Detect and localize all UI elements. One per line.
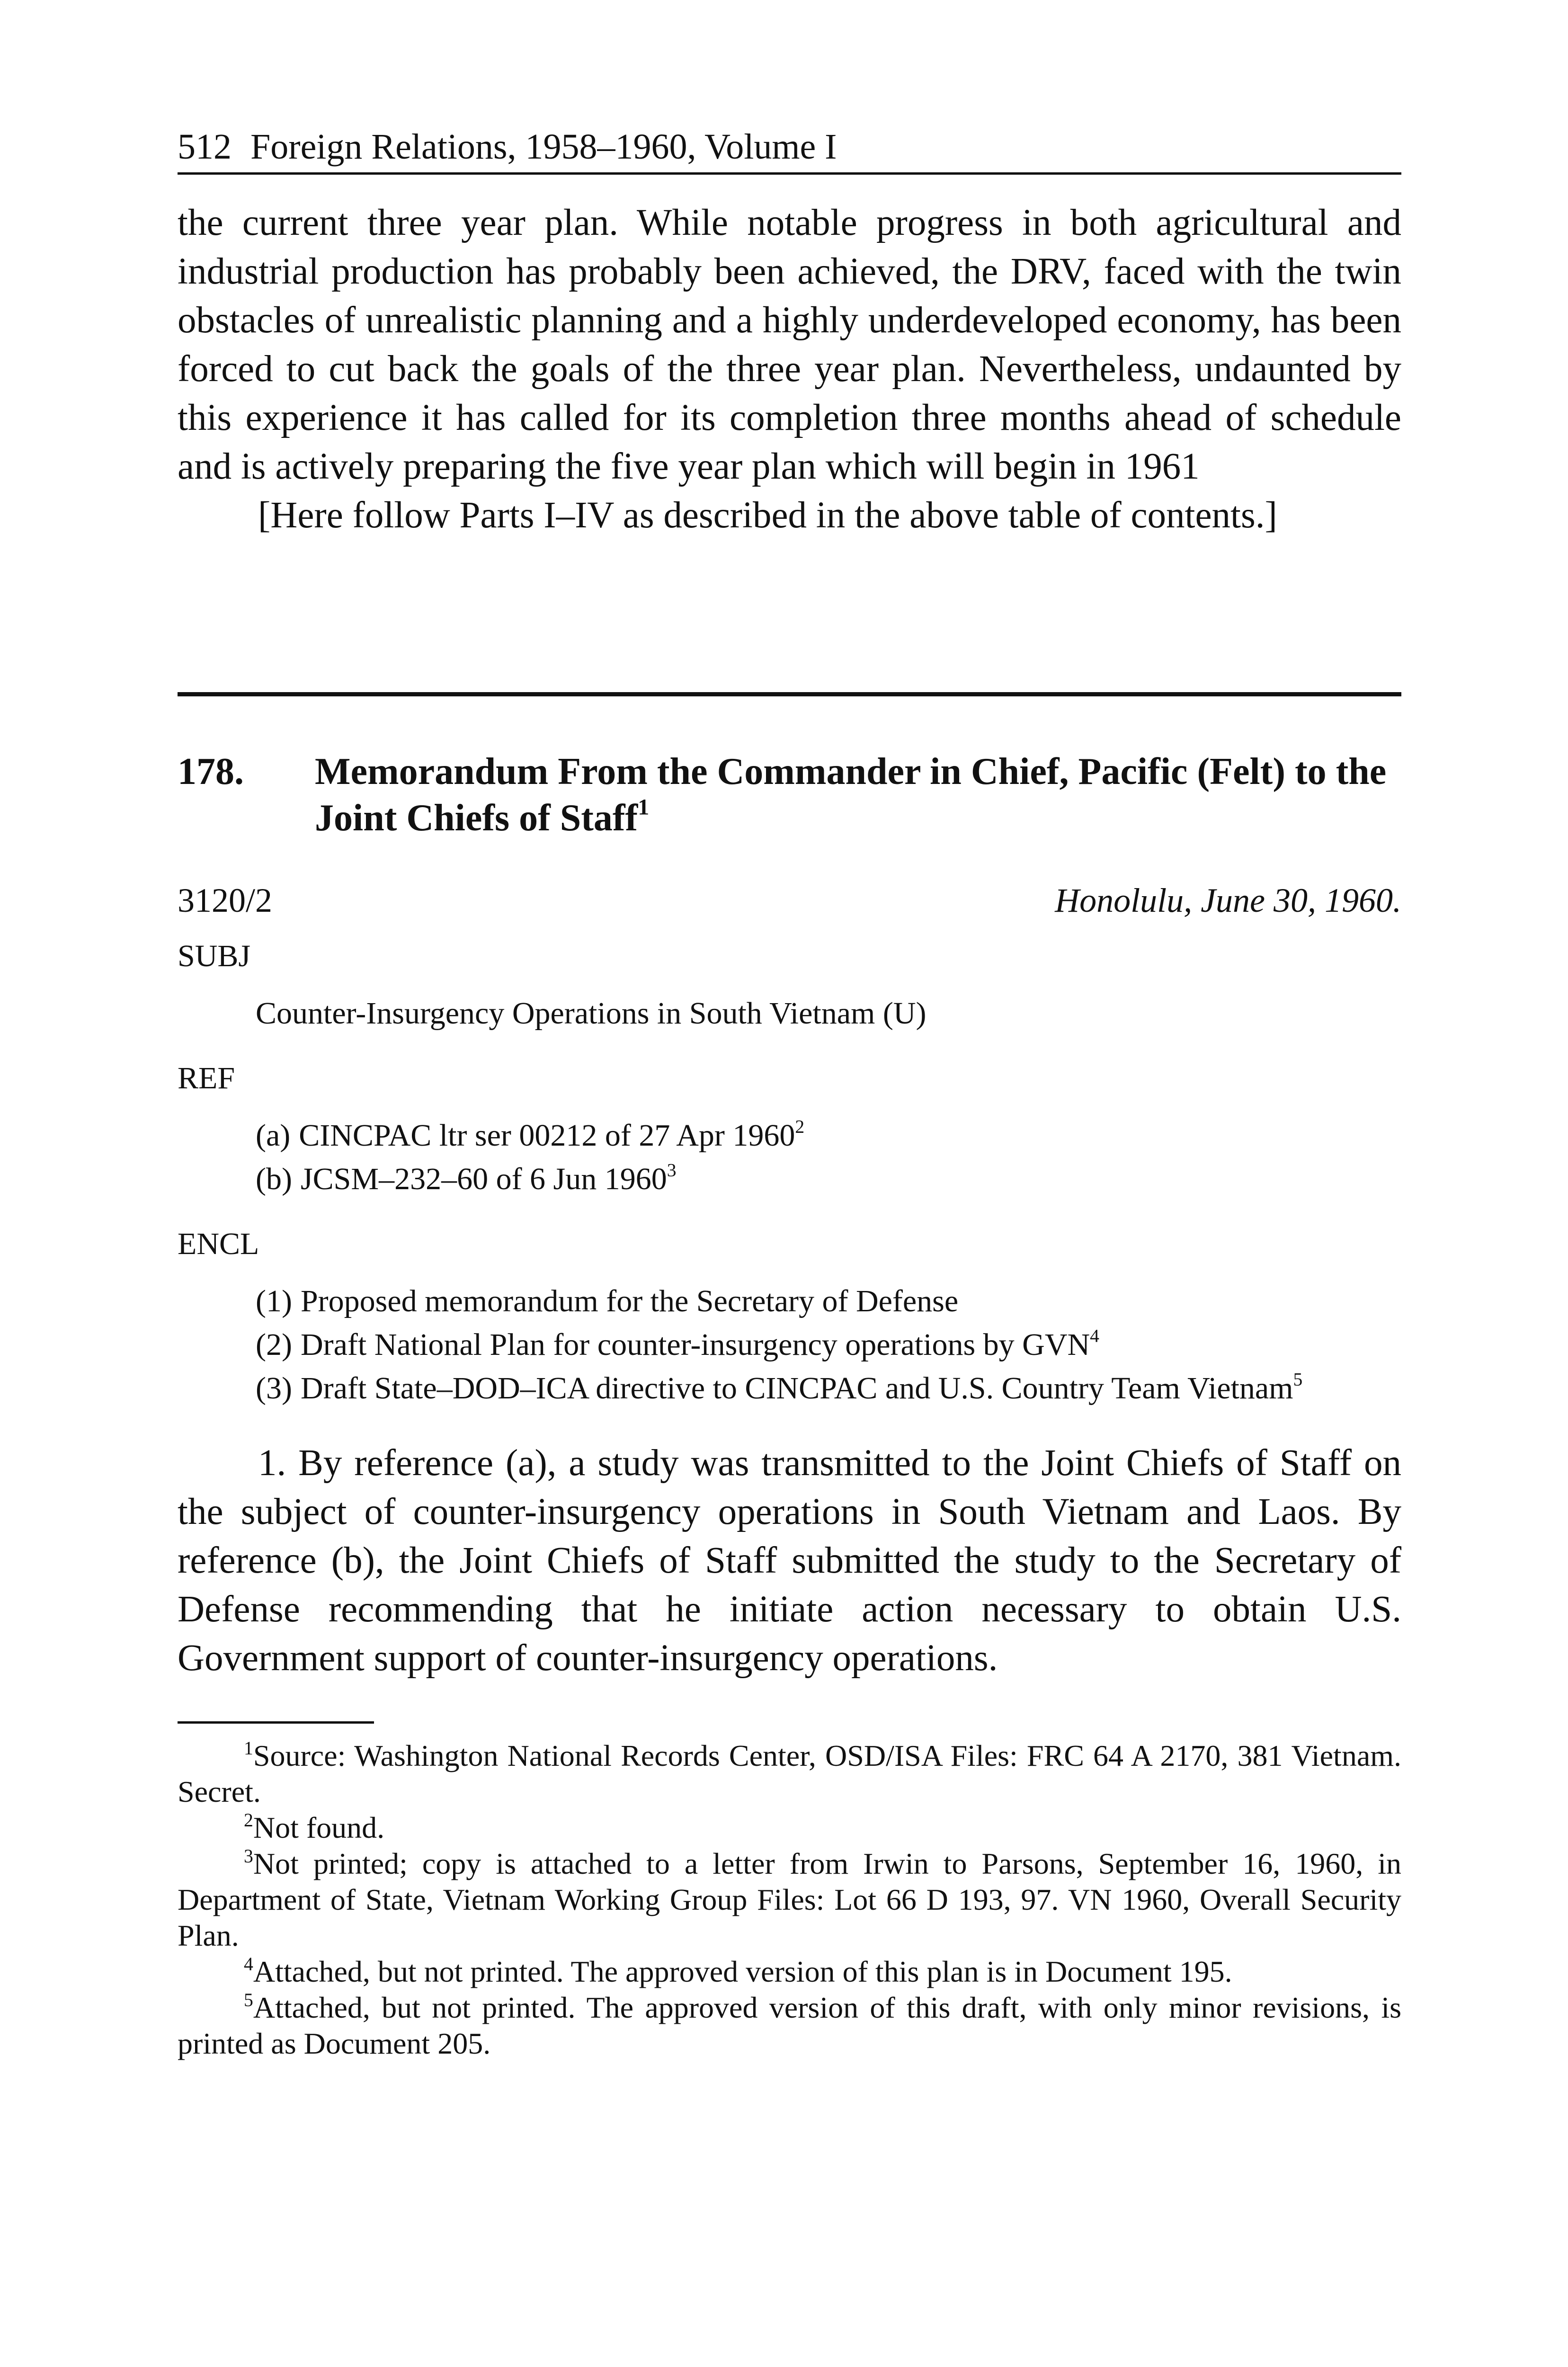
footnote: [178, 1810, 1401, 1846]
footnote-number: 5: [244, 1990, 253, 2011]
footnote-number: 4: [244, 1954, 253, 1975]
footnote: [178, 1846, 1401, 1954]
enclosure-list: [178, 1280, 1401, 1410]
document-title: Memorandum From the Commander in Chief, Pacific (Felt) to the Joint Chiefs of Staff: [315, 751, 1387, 839]
reference-item: [178, 1157, 1401, 1201]
footnote: [178, 1954, 1401, 1990]
item-text: JCSM–232–60 of 6 Jun 1960: [300, 1162, 667, 1196]
item-tag: (b): [256, 1162, 292, 1196]
enclosure-item: [178, 1280, 1401, 1323]
document-number: 178.: [178, 751, 244, 792]
item-tag: (a): [256, 1118, 291, 1153]
footnote-ref: 2: [795, 1116, 805, 1137]
item-text: Draft State–DOD–ICA directive to CINCPAC and U.S. Country Team Vietnam: [300, 1371, 1293, 1406]
footnotes: [178, 1738, 1401, 2062]
item-tag: (1): [256, 1284, 292, 1318]
page-number: 512: [178, 127, 232, 167]
footnote-number: 1: [244, 1738, 253, 1759]
subject-line: Counter-Insurgency Operations in South Vietnam (U): [256, 996, 927, 1031]
editorial-note: [Here follow Parts I–IV as described in the above table of contents.]: [258, 495, 1277, 536]
footnote-rule: [178, 1721, 374, 1724]
footnote-text: Attached, but not printed. The approved version of this draft, with only minor revisions, is printed as Document 205.: [178, 1991, 1401, 2060]
document-title-block: [315, 748, 1401, 841]
footnote: [178, 1738, 1401, 1810]
item-text: Draft National Plan for counter-insurgency operations by GVN: [300, 1327, 1090, 1362]
file-number: 3120/2: [178, 881, 273, 919]
item-tag: (2): [256, 1327, 292, 1362]
item-text: Proposed memorandum for the Secretary of Defense: [300, 1284, 959, 1318]
footnote-text: Not found.: [253, 1811, 385, 1844]
dateline: [178, 879, 1401, 922]
footnote-ref: 1: [638, 794, 650, 820]
footnote-text: Attached, but not printed. The approved version of this plan is in Document 195.: [253, 1955, 1232, 1988]
footnote: [178, 1990, 1401, 2062]
document-heading: [178, 748, 1401, 841]
place-date: Honolulu, June 30, 1960.: [1055, 881, 1401, 919]
volume-title: Foreign Relations, 1958–1960, Volume I: [250, 127, 837, 167]
memo-paragraph-1: 1. By reference (a), a study was transmitted to the Joint Chiefs of Staff on the subject of counter-insurgency operations in South Vietnam and Laos. By reference (b), the Joint Chiefs of Staff submitted the study to the Secretary of Defense recommending that he initiate action necessary to obtain U.S. Government support of counter-insurgency operations.: [178, 1442, 1401, 1679]
continuation-paragraph: the current three year plan. While notable progress in both agricultural and industrial production has probably been achieved, the DRV, faced with the twin obstacles of unrealistic planning and a highly underdeveloped economy, has been forced to cut back the goals of the three year plan. Nevertheless, undaunted by this experience it has called for its completion three months ahead of schedule and is actively preparing the five year plan which will begin in 1961: [178, 202, 1401, 487]
footnote-text: Not printed; copy is attached to a letter from Irwin to Parsons, September 16, 1960, in Department of State, Vietnam Working Group Files: Lot 66 D 193, 97. VN 1960, Overall Security Plan.: [178, 1847, 1401, 1952]
reference-item: [178, 1114, 1401, 1157]
footnote-ref: 4: [1090, 1325, 1099, 1346]
running-head: [178, 123, 1401, 175]
footnote-ref: 5: [1293, 1369, 1303, 1390]
footnote-ref: 3: [667, 1159, 677, 1181]
book-page: [178, 123, 1401, 2062]
section-divider: [178, 692, 1401, 696]
enclosure-item: [178, 1323, 1401, 1367]
reference-list: [178, 1114, 1401, 1201]
enclosure-item: [178, 1367, 1401, 1410]
item-text: CINCPAC ltr ser 00212 of 27 Apr 1960: [299, 1118, 795, 1153]
ref-label: REF: [178, 1061, 235, 1095]
encl-label: ENCL: [178, 1227, 259, 1261]
footnote-text: Source: Washington National Records Center, OSD/ISA Files: FRC 64 A 2170, 381 Vietnam. Secret.: [178, 1739, 1401, 1808]
item-tag: (3): [256, 1371, 292, 1406]
footnote-number: 3: [244, 1846, 253, 1867]
subj-label: SUBJ: [178, 939, 251, 973]
footnote-number: 2: [244, 1810, 253, 1831]
